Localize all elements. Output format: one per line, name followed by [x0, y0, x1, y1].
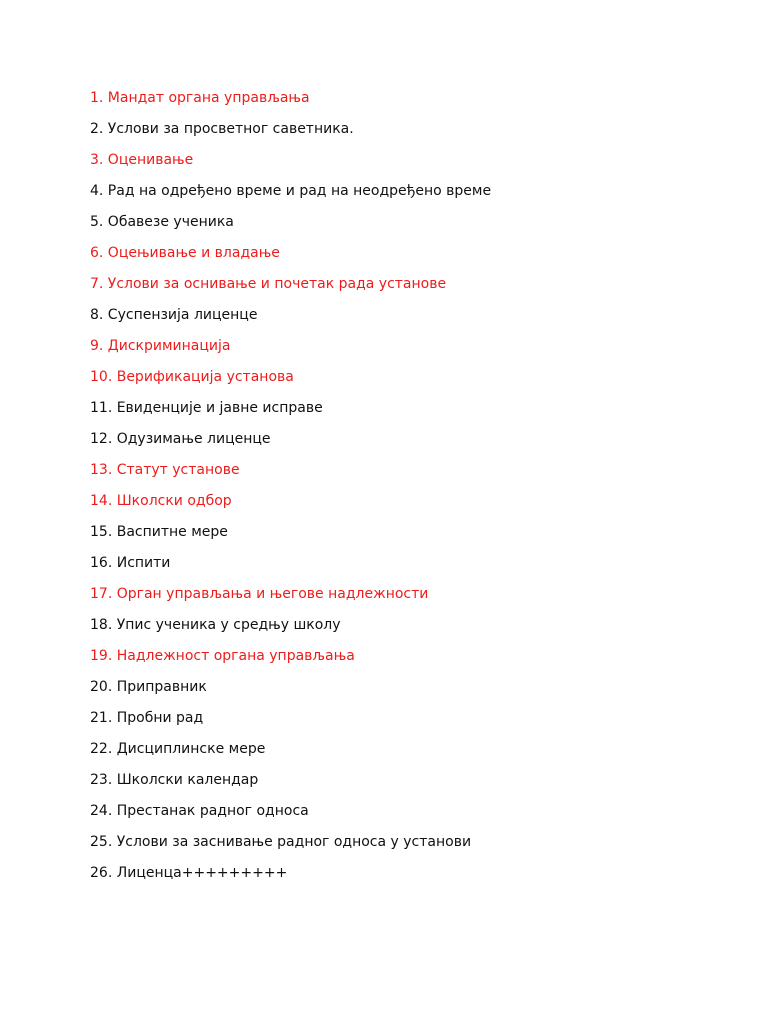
list-item: 19. Надлежност органа управљања [90, 648, 355, 664]
list-item: 22. Дисциплинске мере [90, 741, 266, 757]
list-item: 9. Дискриминација [90, 338, 231, 354]
list-item: 1. Мандат органа управљања [90, 90, 310, 106]
list-item: 3. Оценивање [90, 152, 194, 168]
list-item: 23. Школски календар [90, 772, 259, 788]
list-item: 17. Орган управљања и његове надлежности [90, 586, 429, 602]
list-item: 6. Оцењивање и владање [90, 245, 280, 261]
topic-list [90, 88, 491, 894]
list-item: 14. Школски одбор [90, 493, 232, 509]
list-item: 13. Статут установе [90, 462, 240, 478]
list-item: 26. Лиценца+++++++++ [90, 865, 288, 881]
list-item: 21. Пробни рад [90, 710, 204, 726]
list-item: 16. Испити [90, 555, 171, 571]
list-item: 25. Услови за заснивање радног односа у установи [90, 834, 472, 850]
list-item: 4. Рад на одређено време и рад на неодређено време [90, 183, 492, 199]
list-item: 24. Престанак радног односа [90, 803, 309, 819]
list-item: 10. Верификација установа [90, 369, 294, 385]
list-item: 11. Евиденције и јавне исправе [90, 400, 323, 416]
list-item: 20. Приправник [90, 679, 207, 695]
list-item: 2. Услови за просветног саветника. [90, 121, 354, 137]
list-item: 7. Услови за оснивање и почетак рада установе [90, 276, 447, 292]
list-item: 12. Одузимање лиценце [90, 431, 271, 447]
list-item: 15. Васпитне мере [90, 524, 228, 540]
list-item: 18. Упис ученика у средњу школу [90, 617, 341, 633]
list-item: 5. Обавезе ученика [90, 214, 234, 230]
list-item: 8. Суспензија лиценце [90, 307, 258, 323]
